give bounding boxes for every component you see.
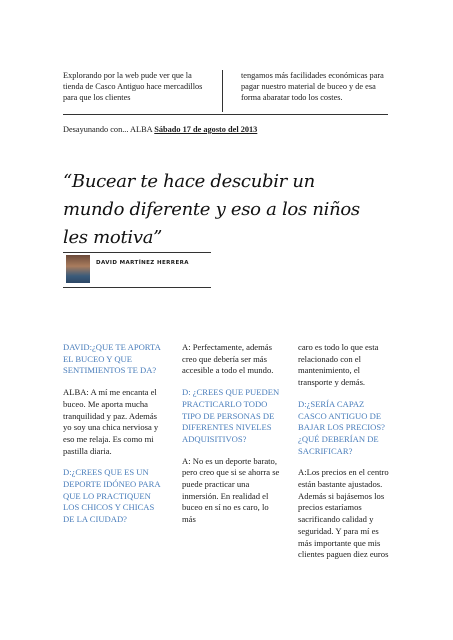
intro-section (63, 70, 388, 116)
article-column-1 (63, 342, 163, 536)
interview-question: DAVID:¿QUE TE APORTA EL BUCEO Y QUE SENTIMIENTOS TE DA? (63, 342, 161, 376)
interview-answer: A: No es un deporte barato, pero creo que si se ahorra se puede practicar una inmersión. En realidad el buceo en sí no es caro, lo más (182, 455, 280, 525)
interview-question: D:¿SERÍA CAPAZ CASCO ANTIGUO DE BAJAR LOS PRECIOS? ¿QUÉ DEBERÍAN DE SACRIFICAR? (298, 398, 385, 456)
author-rule (63, 287, 211, 288)
dateline-date: Sábado 17 de agosto del 2013 (154, 125, 258, 134)
interview-answer: A:Los precios en el centro están bastante ajustados. Además si bajásemos los precios estaríamos sacrificando calidad y seguridad. Y para mí es más importante que mis clientes paguen diez euros (298, 467, 389, 560)
author-photo (66, 255, 90, 283)
article-column-2 (182, 342, 282, 536)
article-headline: “Bucear te hace descubir un mundo diferente y eso a los niños les motiva” (63, 171, 360, 248)
intro-left-text: Explorando por la web pude ver que la tienda de Casco Antiguo hace mercadillos para que los clientes (63, 71, 203, 102)
interview-answer: caro es todo lo que esta relacionado con el mantenimiento, el transporte y demás. (298, 342, 379, 388)
intro-divider (222, 70, 223, 112)
headline-rule (63, 252, 211, 253)
interview-answer: A: Perfectamente, además creo que debería ser más accesible a todo el mundo. (182, 342, 274, 376)
author-name: DAVID MARTÍNEZ HERRERA (96, 260, 189, 266)
dateline-text: Desayunando con... ALBA (63, 125, 153, 134)
interview-question: D:¿CREES QUE ES UN DEPORTE IDÓNEO PARA QUE LO PRACTIQUEN LOS CHICOS Y CHICAS DE LA CIUDAD? (63, 467, 161, 525)
article-column-3 (298, 342, 393, 571)
interview-answer: ALBA: A mí me encanta el buceo. Me aporta mucha tranquilidad y paz. Además yo soy una chica nerviosa y eso me relaja. Es como mi pastilla diaria. (63, 387, 159, 456)
dateline (63, 125, 257, 134)
intro-right-text: tengamos más facilidades económicas para pagar nuestro material de buceo y de esa forma abaratar todo los costes. (241, 71, 384, 102)
intro-rule (63, 114, 388, 115)
interview-question: D: ¿CREES QUE PUEDEN PRACTICARLO TODO TIPO DE PERSONAS DE DIFERENTES NIVELES ADQUISITIVOS? (182, 387, 280, 444)
